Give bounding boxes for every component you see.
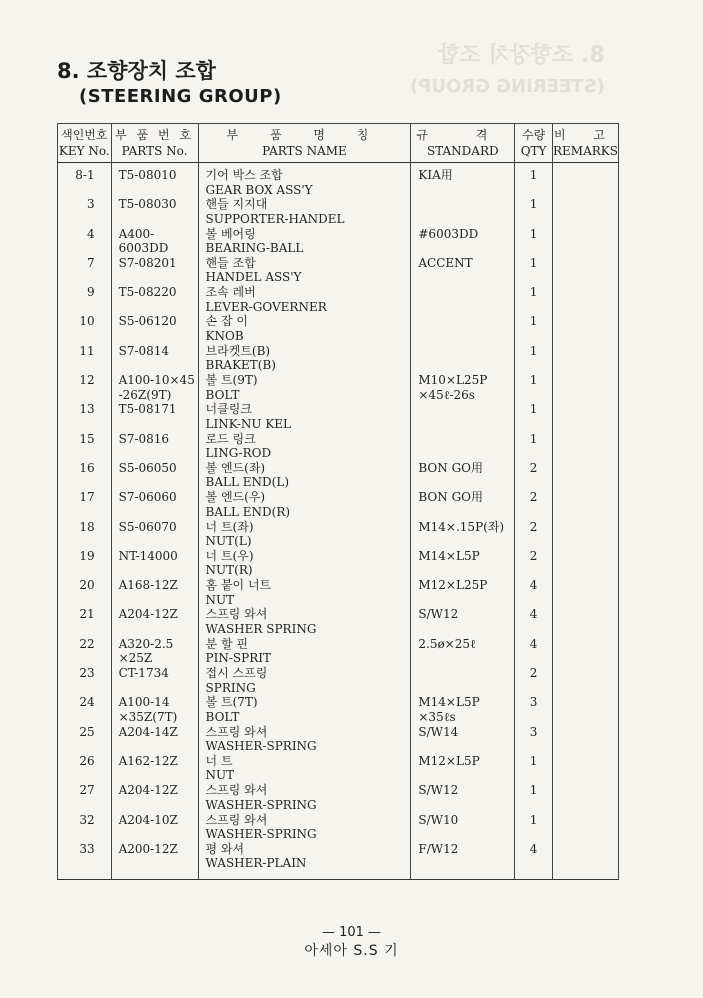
cell-qty: 1: [515, 285, 553, 314]
cell-remarks: [552, 754, 618, 783]
cell-parts-name: [198, 783, 411, 812]
cell-standard: [411, 197, 515, 226]
cell-parts-name: [198, 695, 411, 724]
table-row: [58, 163, 619, 198]
header-row: [58, 124, 619, 163]
header-remarks-english: REMARKS: [553, 144, 618, 158]
cell-key-no: 11: [58, 344, 112, 373]
cell-parts-no: [111, 607, 198, 636]
header-key-no-english: KEY No.: [58, 144, 110, 158]
parts-name-korean: 핸들 조합: [205, 255, 256, 270]
cell-remarks: [552, 813, 618, 842]
parts-name-korean: 볼 트(7T): [205, 695, 258, 710]
standard-line-1: S/W12: [418, 783, 459, 798]
header-standard-english: STANDARD: [426, 144, 499, 158]
header-parts-no-english: PARTS No.: [121, 144, 188, 158]
parts-name-korean: 너 트: [205, 753, 233, 768]
parts-name-english: BOLT: [205, 387, 240, 402]
parts-no-line-1: A100-10×45: [118, 373, 195, 388]
parts-name-english: LINK-NU KEL: [205, 416, 292, 431]
cell-key-no: 25: [58, 725, 112, 754]
cell-standard: [411, 549, 515, 578]
parts-name-english: BALL END(R): [205, 504, 291, 519]
cell-key-no: 27: [58, 783, 112, 812]
parts-name-english: LING-ROD: [205, 446, 272, 461]
header-qty-english: QTY: [520, 144, 547, 158]
table-row: [58, 578, 619, 607]
cell-standard: [411, 754, 515, 783]
cell-parts-no: [111, 285, 198, 314]
parts-name-korean: 평 와셔: [205, 841, 245, 856]
parts-name-korean: 너 트(우): [205, 548, 254, 563]
standard-line-1: M14×.15P(좌): [418, 519, 505, 534]
cell-parts-name: [198, 520, 411, 549]
cell-remarks: [552, 285, 618, 314]
parts-name-korean: 스프링 와셔: [205, 607, 268, 622]
cell-qty: 3: [515, 695, 553, 724]
cell-qty: 1: [515, 344, 553, 373]
cell-parts-name: [198, 754, 411, 783]
parts-no-line-1: A204-14Z: [118, 724, 178, 739]
cell-remarks: [552, 163, 618, 198]
cell-parts-name: [198, 725, 411, 754]
parts-name-english: LEVER-GOVERNER: [205, 299, 327, 314]
cell-standard: [411, 695, 515, 724]
parts-no-line-1: CT-1734: [118, 666, 169, 681]
parts-no-line-1: A168-12Z: [118, 578, 178, 593]
cell-key-no: 7: [58, 256, 112, 285]
table-row: [58, 314, 619, 343]
parts-no-line-1: T5-08010: [118, 168, 177, 182]
table-body: [58, 163, 619, 880]
cell-parts-name: [198, 256, 411, 285]
parts-name-english: BALL END(L): [205, 475, 289, 490]
header-parts-name: [198, 124, 411, 163]
table-row: [58, 549, 619, 578]
cell-standard: [411, 402, 515, 431]
cell-parts-name: [198, 373, 411, 402]
parts-name-english: WASHER-SPRING: [205, 739, 317, 754]
table-row: [58, 402, 619, 431]
standard-line-2: ×45ℓ-26s: [418, 387, 475, 402]
parts-name-korean: 로드 링크: [205, 431, 256, 446]
cell-qty: 2: [515, 490, 553, 519]
parts-list-table: [57, 123, 619, 880]
parts-name-korean: 조속 레버: [205, 285, 256, 300]
bleed-through-title-korean: 8. 조향장치 조합: [438, 43, 605, 68]
cell-parts-no: [111, 344, 198, 373]
cell-standard: [411, 285, 515, 314]
cell-qty: 2: [515, 549, 553, 578]
cell-qty: 2: [515, 520, 553, 549]
cell-qty: 4: [515, 578, 553, 607]
cell-key-no: 12: [58, 373, 112, 402]
standard-line-1: S/W10: [418, 812, 459, 827]
parts-name-english: BEARING-BALL: [205, 241, 304, 256]
header-qty: [515, 124, 553, 163]
header-standard: [411, 124, 515, 163]
parts-name-korean: 핸들 지지대: [205, 197, 268, 212]
cell-remarks: [552, 549, 618, 578]
cell-parts-no: [111, 813, 198, 842]
cell-key-no: 17: [58, 490, 112, 519]
parts-name-english: HANDEL ASS'Y: [205, 270, 302, 285]
cell-qty: 1: [515, 373, 553, 402]
parts-name-korean: 브라켓트(B): [205, 343, 271, 358]
table-row: [58, 197, 619, 226]
cell-remarks: [552, 725, 618, 754]
cell-remarks: [552, 578, 618, 607]
cell-parts-name: [198, 813, 411, 842]
header-parts-name-korean: 부 품 명 칭: [226, 128, 383, 142]
parts-name-english: KNOB: [205, 328, 244, 343]
cell-parts-name: [198, 490, 411, 519]
cell-remarks: [552, 666, 618, 695]
cell-key-no: 4: [58, 227, 112, 256]
table-row: [58, 344, 619, 373]
parts-name-english: BRAKET(B): [205, 358, 276, 373]
cell-parts-no: [111, 490, 198, 519]
cell-standard: [411, 813, 515, 842]
parts-no-line-1: NT-14000: [118, 548, 178, 563]
cell-parts-name: [198, 842, 411, 880]
cell-remarks: [552, 344, 618, 373]
cell-qty: 4: [515, 637, 553, 666]
cell-qty: 1: [515, 783, 553, 812]
parts-no-line-1: A100-14: [118, 695, 170, 710]
parts-no-line-1: A400-: [118, 226, 155, 241]
parts-name-english: PIN-SPRIT: [205, 651, 271, 666]
header-key-no-korean: 색인번호: [61, 128, 108, 142]
table-row: [58, 432, 619, 461]
cell-qty: 1: [515, 314, 553, 343]
parts-name-english: NUT: [205, 768, 235, 783]
standard-line-1: M14×L5P: [418, 695, 480, 710]
cell-standard: [411, 373, 515, 402]
cell-parts-no: [111, 373, 198, 402]
cell-key-no: 19: [58, 549, 112, 578]
cell-key-no: 32: [58, 813, 112, 842]
cell-key-no: 22: [58, 637, 112, 666]
table-row: [58, 461, 619, 490]
cell-qty: 1: [515, 432, 553, 461]
header-parts-no: [111, 124, 198, 163]
header-remarks: [552, 124, 618, 163]
cell-parts-no: [111, 163, 198, 198]
cell-key-no: 15: [58, 432, 112, 461]
parts-no-line-2: -26Z(9T): [118, 387, 172, 402]
cell-key-no: 33: [58, 842, 112, 880]
parts-no-line-2: ×25Z: [118, 651, 153, 666]
cell-remarks: [552, 197, 618, 226]
parts-no-line-1: A320-2.5: [118, 636, 174, 651]
table-row: [58, 256, 619, 285]
standard-line-1: BON GO用: [418, 460, 483, 475]
cell-parts-no: [111, 549, 198, 578]
cell-parts-name: [198, 666, 411, 695]
cell-key-no: 13: [58, 402, 112, 431]
parts-no-line-1: S7-0814: [118, 343, 170, 358]
cell-key-no: 24: [58, 695, 112, 724]
cell-qty: 3: [515, 725, 553, 754]
cell-remarks: [552, 607, 618, 636]
cell-standard: [411, 666, 515, 695]
parts-name-korean: 손 잡 이: [205, 314, 248, 329]
cell-standard: [411, 842, 515, 880]
cell-key-no: 8-1: [58, 163, 112, 198]
cell-standard: [411, 607, 515, 636]
table-row: [58, 520, 619, 549]
table-row: [58, 695, 619, 724]
cell-standard: [411, 227, 515, 256]
cell-parts-no: [111, 783, 198, 812]
parts-name-english: WASHER-SPRING: [205, 827, 317, 842]
parts-no-line-1: A204-12Z: [118, 783, 178, 798]
cell-parts-no: [111, 197, 198, 226]
parts-no-line-1: S5-06120: [118, 314, 177, 329]
parts-name-korean: 볼 트(9T): [205, 373, 258, 388]
cell-parts-no: [111, 461, 198, 490]
bleed-through-heading: [410, 42, 605, 98]
cell-parts-no: [111, 520, 198, 549]
cell-key-no: 10: [58, 314, 112, 343]
cell-key-no: 9: [58, 285, 112, 314]
parts-name-korean: 홈 붙이 너트: [205, 578, 272, 593]
standard-line-1: M12×L25P: [418, 578, 488, 593]
parts-name-korean: 스프링 와셔: [205, 783, 268, 798]
page-number: — 101 —: [321, 925, 382, 940]
parts-name-english: WASHER-PLAIN: [205, 856, 307, 871]
standard-line-1: #6003DD: [418, 226, 479, 241]
cell-remarks: [552, 461, 618, 490]
table-row: [58, 607, 619, 636]
parts-name-english: GEAR BOX ASS'Y: [205, 182, 313, 197]
parts-name-korean: 볼 엔드(좌): [205, 460, 266, 475]
cell-key-no: 23: [58, 666, 112, 695]
cell-qty: 4: [515, 842, 553, 880]
standard-line-1: S/W12: [418, 607, 459, 622]
header-standard-korean: 규 격: [416, 128, 510, 142]
parts-no-line-1: S5-06050: [118, 460, 177, 475]
cell-remarks: [552, 695, 618, 724]
cell-qty: 1: [515, 197, 553, 226]
cell-standard: [411, 163, 515, 198]
bleed-through-title-english: (STEERING GROUP): [410, 75, 605, 97]
cell-key-no: 16: [58, 461, 112, 490]
cell-parts-no: [111, 754, 198, 783]
cell-standard: [411, 578, 515, 607]
cell-remarks: [552, 490, 618, 519]
parts-name-english: BOLT: [205, 709, 240, 724]
cell-remarks: [552, 432, 618, 461]
table-header: [58, 124, 619, 163]
cell-parts-name: [198, 344, 411, 373]
table-row: [58, 490, 619, 519]
header-parts-name-english: PARTS NAME: [262, 144, 347, 158]
cell-key-no: 26: [58, 754, 112, 783]
parts-no-line-1: S7-0816: [118, 431, 170, 446]
parts-no-line-1: A204-12Z: [118, 607, 178, 622]
header-qty-korean: 수량: [521, 128, 546, 142]
table-row: [58, 813, 619, 842]
cell-parts-name: [198, 197, 411, 226]
cell-key-no: 18: [58, 520, 112, 549]
header-remarks-korean: 비 고: [553, 128, 617, 142]
parts-name-korean: 너 트(좌): [205, 519, 254, 534]
cell-parts-no: [111, 402, 198, 431]
standard-line-1: S/W14: [418, 724, 459, 739]
cell-qty: 4: [515, 607, 553, 636]
standard-line-1: M10×L25P: [418, 373, 488, 388]
cell-parts-no: [111, 666, 198, 695]
cell-qty: 2: [515, 666, 553, 695]
standard-line-1: M12×L5P: [418, 753, 480, 768]
cell-standard: [411, 490, 515, 519]
parts-no-line-1: S7-08201: [118, 255, 177, 270]
parts-no-line-1: A162-12Z: [118, 753, 178, 768]
parts-name-korean: 스프링 와셔: [205, 724, 268, 739]
parts-no-line-2: ×35Z(7T): [118, 709, 178, 724]
cell-key-no: 21: [58, 607, 112, 636]
parts-name-english: WASHER-SPRING: [205, 797, 317, 812]
cell-parts-name: [198, 314, 411, 343]
parts-name-english: NUT(L): [205, 534, 252, 549]
cell-remarks: [552, 373, 618, 402]
cell-parts-no: [111, 578, 198, 607]
table-row: [58, 842, 619, 880]
cell-qty: 1: [515, 402, 553, 431]
parts-no-line-1: S7-06060: [118, 490, 177, 505]
cell-parts-no: [111, 842, 198, 880]
cell-parts-no: [111, 695, 198, 724]
parts-name-english: SUPPORTER-HANDEL: [205, 211, 345, 226]
parts-name-korean: 볼 엔드(우): [205, 490, 266, 505]
cell-parts-no: [111, 256, 198, 285]
cell-parts-name: [198, 285, 411, 314]
parts-name-english: WASHER SPRING: [205, 621, 317, 636]
cell-standard: [411, 314, 515, 343]
cell-standard: [411, 783, 515, 812]
cell-remarks: [552, 402, 618, 431]
cell-parts-name: [198, 637, 411, 666]
table-row: [58, 754, 619, 783]
parts-no-line-1: T5-08220: [118, 285, 177, 300]
parts-no-line-1: A204-10Z: [118, 812, 178, 827]
cell-qty: 1: [515, 227, 553, 256]
table-row: [58, 637, 619, 666]
parts-name-korean: 스프링 와셔: [205, 812, 268, 827]
parts-no-line-1: T5-08030: [118, 197, 177, 212]
standard-line-1: KIA用: [418, 168, 453, 182]
cell-qty: 1: [515, 163, 553, 198]
cell-remarks: [552, 637, 618, 666]
cell-parts-name: [198, 549, 411, 578]
cell-key-no: 3: [58, 197, 112, 226]
cell-remarks: [552, 520, 618, 549]
standard-line-1: M14×L5P: [418, 548, 480, 563]
cell-standard: [411, 461, 515, 490]
cell-standard: [411, 256, 515, 285]
cell-standard: [411, 432, 515, 461]
parts-name-korean: 볼 베어링: [205, 226, 256, 241]
table-row: [58, 666, 619, 695]
parts-name-english: NUT: [205, 592, 235, 607]
cell-parts-name: [198, 163, 411, 198]
cell-remarks: [552, 256, 618, 285]
cell-parts-name: [198, 578, 411, 607]
table-row: [58, 725, 619, 754]
parts-name-korean: 접시 스프링: [205, 666, 268, 681]
standard-line-1: ACCENT: [418, 255, 473, 270]
standard-line-1: F/W12: [418, 841, 459, 856]
parts-name-korean: 분 할 핀: [205, 636, 248, 651]
parts-no-line-2: 6003DD: [118, 241, 169, 256]
cell-remarks: [552, 842, 618, 880]
cell-qty: 2: [515, 461, 553, 490]
cell-parts-name: [198, 402, 411, 431]
section-title-korean: 8. 조향장치 조합: [57, 59, 216, 83]
table-row: [58, 227, 619, 256]
parts-name-english: SPRING: [205, 680, 256, 695]
parts-no-line-1: S5-06070: [118, 519, 177, 534]
standard-line-2: ×35ℓs: [418, 709, 456, 724]
cell-qty: 1: [515, 754, 553, 783]
cell-parts-name: [198, 432, 411, 461]
header-key-no: [58, 124, 112, 163]
parts-no-line-1: T5-08171: [118, 402, 177, 417]
table-row: [58, 285, 619, 314]
cell-standard: [411, 725, 515, 754]
header-parts-no-korean: 부 품 번 호: [115, 128, 194, 142]
cell-parts-no: [111, 227, 198, 256]
standard-line-1: 2.5ø×25ℓ: [418, 636, 476, 651]
cell-qty: 1: [515, 256, 553, 285]
cell-parts-name: [198, 607, 411, 636]
table-row: [58, 373, 619, 402]
parts-no-line-1: A200-12Z: [118, 841, 178, 856]
parts-name-english: NUT(R): [205, 563, 253, 578]
cell-standard: [411, 344, 515, 373]
parts-name-korean: 너클링크: [205, 402, 252, 417]
cell-parts-name: [198, 461, 411, 490]
cell-parts-name: [198, 227, 411, 256]
cell-parts-no: [111, 637, 198, 666]
cell-remarks: [552, 783, 618, 812]
cell-remarks: [552, 314, 618, 343]
cell-parts-no: [111, 314, 198, 343]
standard-line-1: BON GO用: [418, 490, 483, 505]
company-name: 아세아 S.S 기: [304, 943, 399, 959]
cell-parts-no: [111, 432, 198, 461]
table-row: [58, 783, 619, 812]
cell-key-no: 20: [58, 578, 112, 607]
cell-standard: [411, 637, 515, 666]
section-title-english: (STEERING GROUP): [79, 86, 282, 107]
parts-name-korean: 기어 박스 조합: [205, 168, 283, 182]
cell-parts-no: [111, 725, 198, 754]
cell-qty: 1: [515, 813, 553, 842]
cell-remarks: [552, 227, 618, 256]
cell-standard: [411, 520, 515, 549]
